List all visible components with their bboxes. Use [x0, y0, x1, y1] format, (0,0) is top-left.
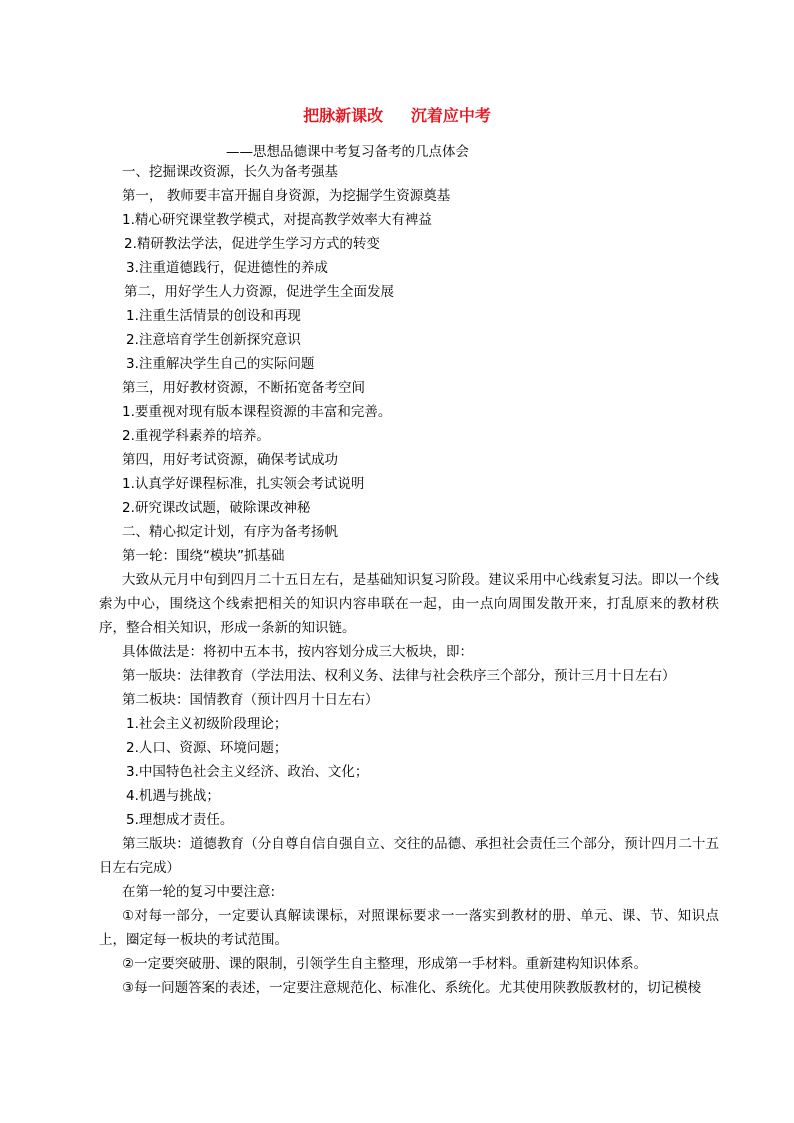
list-item: 1.社会主义初级阶段理论； — [126, 716, 288, 732]
list-item: 1.注重生活情景的创设和再现 — [126, 308, 301, 324]
document-title: 把脉新课改 沉着应中考 — [303, 106, 491, 125]
list-item: 1.要重视对现有版本课程资源的丰富和完善。 — [122, 404, 392, 420]
module-heading-1: 第一版块：法律教育（学法用法、权利义务、法律与社会秩序三个部分，预计三月十日左右） — [122, 668, 676, 684]
text-line: 在第一轮的复习中要注意: — [122, 884, 276, 900]
round-heading-1: 第一轮：围绕“模块”抓基础 — [122, 548, 285, 564]
list-item: 2.人口、资源、环境问题； — [126, 740, 288, 756]
list-item: 2.重视学科素养的培养。 — [122, 428, 270, 444]
list-item: 2.精研教法学法，促进学生学习方式的转变 — [124, 236, 380, 252]
list-item: 3.中国特色社会主义经济、政治、文化； — [126, 764, 369, 780]
text-line: 具体做法是：将初中五本书，按内容划分成三大板块，即： — [122, 644, 473, 660]
list-item: 4.机遇与挑战； — [126, 788, 220, 804]
section-heading-2: 二、精心拟定计划，有序为备考扬帆 — [122, 524, 338, 540]
subsection-heading-4: 第四，用好考试资源，确保考试成功 — [122, 452, 338, 468]
list-item: 1.精心研究课堂教学模式，对提高教学效率大有裨益 — [122, 212, 432, 228]
paragraph: 第三版块：道德教育（分自尊自信自强自立、交往的品德、承担社会责任三个部分，预计四月二十五日左右完成） — [99, 836, 719, 876]
list-item: 3.注重道德践行，促进德性的养成 — [126, 260, 328, 276]
text-line: ③每一问题答案的表述，一定要注意规范化、标准化、系统化。尤其使用陕教版教材的，切记模棱 — [122, 980, 702, 996]
list-item: 5.理想成才责任。 — [126, 812, 234, 828]
section-heading-1: 一、挖掘课改资源，长久为备考强基 — [122, 164, 338, 180]
list-item: 2.注意培育学生创新探究意识 — [126, 332, 301, 348]
subsection-heading-3: 第三，用好教材资源，不断拓宽备考空间 — [122, 380, 365, 396]
subsection-heading-2: 第二，用好学生人力资源，促进学生全面发展 — [124, 284, 394, 300]
text-line: ②一定要突破册、课的限制，引领学生自主整理，形成第一手材料。重新建构知识体系。 — [122, 956, 648, 972]
module-heading-2: 第二板块：国情教育（预计四月十日左右） — [122, 692, 379, 708]
list-item: 2.研究课改试题，破除课改神秘 — [122, 500, 311, 516]
paragraph: 大致从元月中旬到四月二十五日左右，是基础知识复习阶段。建议采用中心线索复习法。即以一个线索为中心，围绕这个线索把相关的知识内容串联在一起，由一点向周围发散开来，打乱原来的教材秩序，整合相关知识，形成一条新的知识链。 — [99, 572, 719, 636]
list-item: 1.认真学好课程标准，扎实领会考试说明 — [122, 476, 365, 492]
paragraph: ①对每一部分，一定要认真解读课标，对照课标要求一一落实到教材的册、单元、课、节、知识点上，圈定每一板块的考试范围。 — [99, 908, 719, 948]
list-item: 3.注重解决学生自己的实际问题 — [126, 356, 315, 372]
document-subtitle: ——思想品德课中考复习备考的几点体会 — [226, 144, 469, 160]
subsection-heading-1: 第一， 教师要丰富开掘自身资源，为挖掘学生资源奠基 — [122, 188, 451, 204]
